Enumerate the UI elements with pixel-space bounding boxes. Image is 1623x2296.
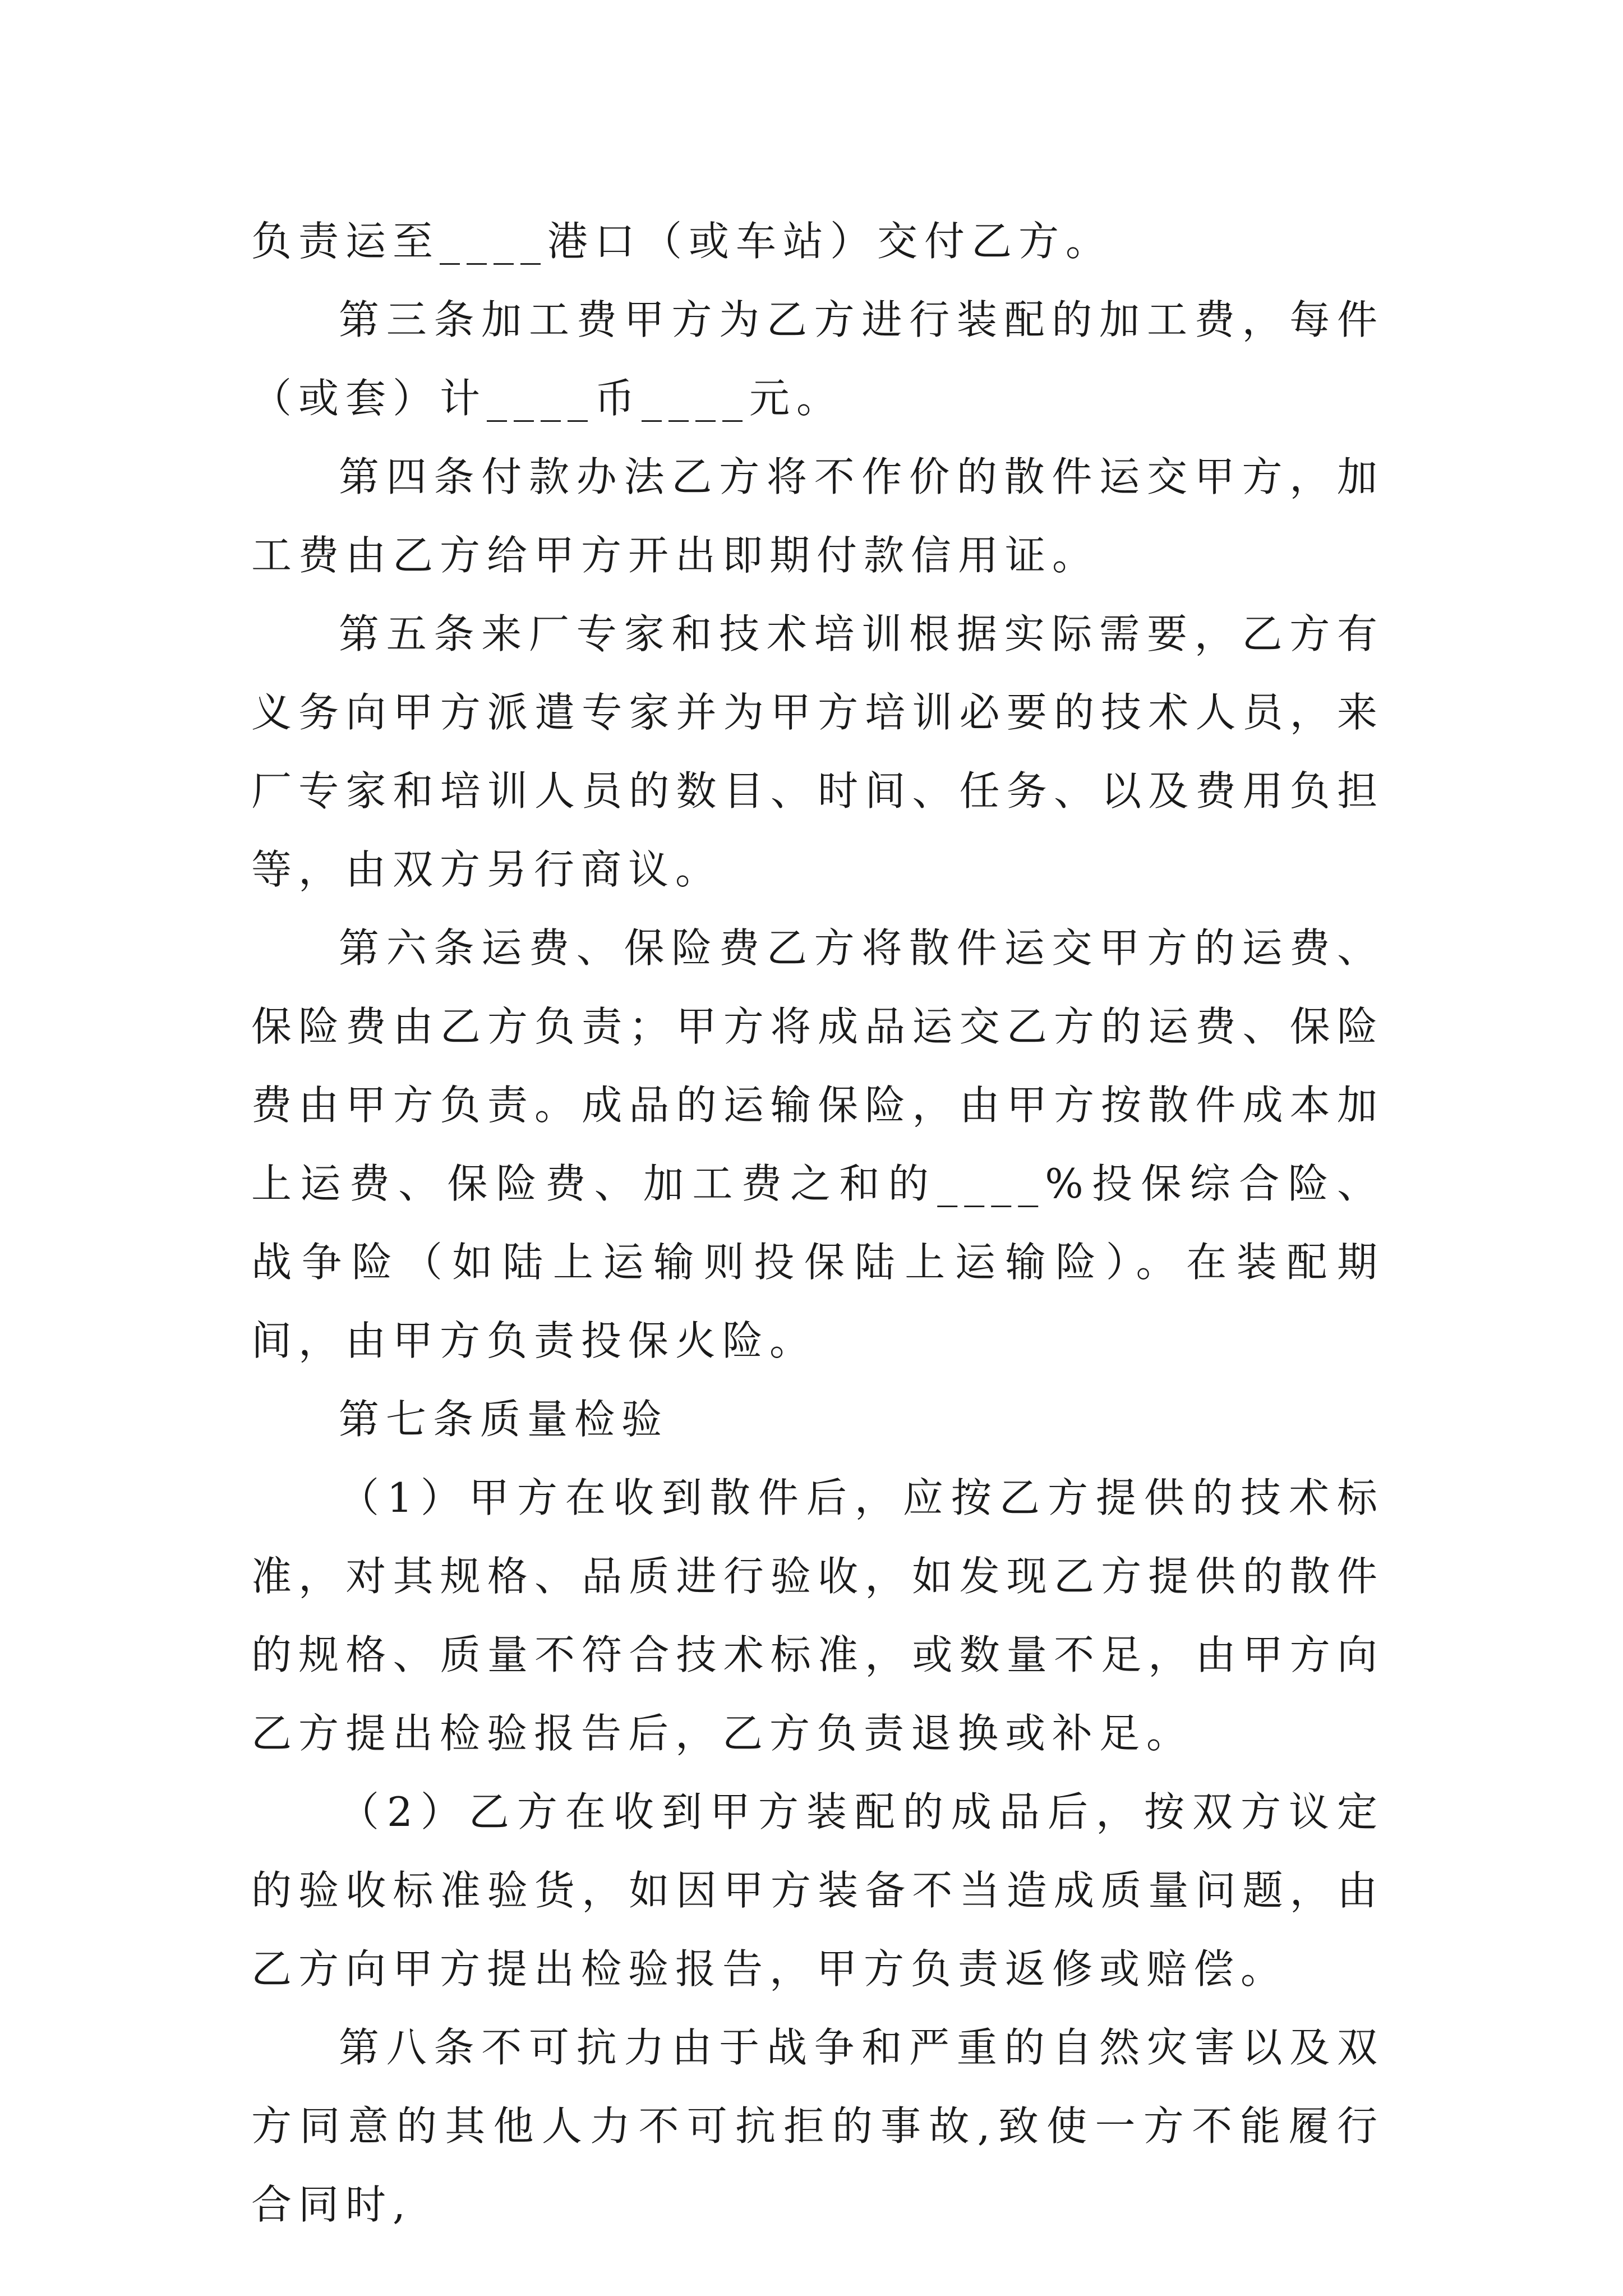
paragraph-article-7-item-2: （2）乙方在收到甲方装配的成品后，按双方议定的验收标准验货，如因甲方装备不当造成质量问题，由乙方向甲方提出检验报告，甲方负责返修或赔偿。: [251, 1788, 1384, 1993]
paragraph-article-6-freight-insurance: 第六条运费、保险费乙方将散件运交甲方的运费、保险费由乙方负责；甲方将成品运交乙方的运费、保险费由甲方负责。成品的运输保险，由甲方按散件成本加上运费、保险费、加工费之和的____%投保综合险、战争险（如陆上运输则投保陆上运输险）。在装配期间，由甲方负责投保火险。: [251, 924, 1384, 1364]
paragraph-article-7-item-1: （1）甲方在收到散件后，应按乙方提供的技术标准，对其规格、品质进行验收，如发现乙方提供的散件的规格、质量不符合技术标准，或数量不足，由甲方向乙方提出检验报告后，乙方负责退换或补足。: [251, 1474, 1384, 1757]
paragraph-article-3-processing-fee: 第三条加工费甲方为乙方进行装配的加工费，每件（或套）计____币____元。: [251, 296, 1384, 422]
paragraph-article-5-experts-training: 第五条来厂专家和技术培训根据实际需要，乙方有义务向甲方派遣专家并为甲方培训必要的技术人员，来厂专家和培训人员的数目、时间、任务、以及费用负担等，由双方另行商议。: [251, 610, 1384, 893]
document-body: [251, 202, 1384, 2244]
paragraph-article-8-force-majeure: 第八条不可抗力由于战争和严重的自然灾害以及双方同意的其他人力不可抗拒的事故,致使一方不能履行合同时,: [251, 2024, 1384, 2228]
paragraph-article-7-title: 第七条质量检验: [339, 1396, 669, 1443]
paragraph-delivery-continuation: 负责运至____港口（或车站）交付乙方。: [251, 218, 1113, 265]
paragraph-article-4-payment: 第四条付款办法乙方将不作价的散件运交甲方，加工费由乙方给甲方开出即期付款信用证。: [251, 453, 1384, 579]
